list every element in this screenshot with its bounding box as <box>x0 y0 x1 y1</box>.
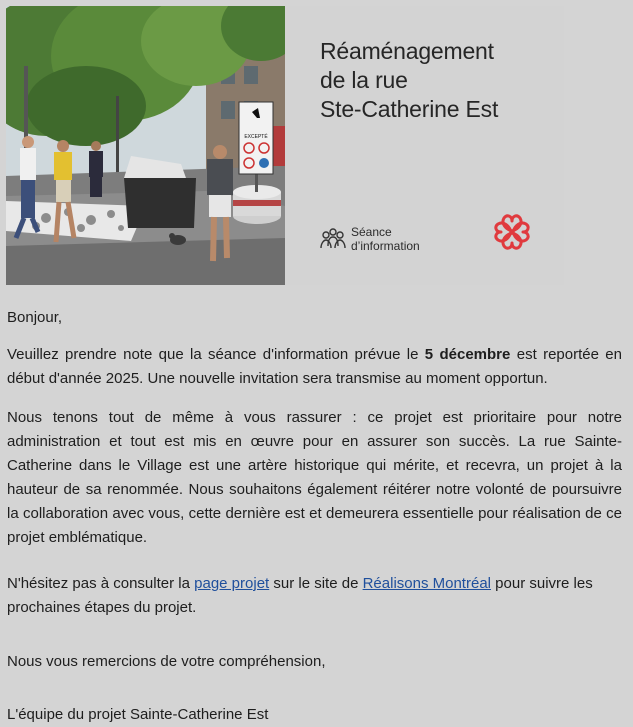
project-page-link[interactable]: page projet <box>194 575 270 592</box>
notice-date: 5 décembre <box>424 346 511 363</box>
notice-text-start: Veuillez prendre note que la séance d'information prévue le <box>7 346 425 363</box>
svg-text:EXCEPTÉ: EXCEPTÉ <box>244 134 268 140</box>
consult-text-mid: sur le site de <box>269 575 363 592</box>
notice-text-end: est reportée en début d'année 2025. Une nouvelle invitation sera transmise au moment opportun. <box>7 346 622 387</box>
header-banner <box>6 6 564 285</box>
assurance-paragraph: Nous tenons tout de même à vous rassurer : ce projet est prioritaire pour notre administration et tout est mis en œuvre pour en assurer son succès. La rue Sainte-Catherine dans le Village est une artère historique qui mérite, et recevra, un projet à la hauteur de sa renommée. Nous souhaitons également réitérer notre volonté de poursuivre la collaboration avec vous, cette dernière est et demeurera essentielle pour réalisation de ce projet emblématique. <box>7 409 622 546</box>
notice-paragraph <box>7 343 622 391</box>
consult-text-start: N'hésitez pas à consulter la <box>7 575 195 592</box>
people-icon <box>319 226 347 252</box>
greeting: Bonjour, <box>7 309 63 326</box>
realisons-montreal-link[interactable]: Réalisons Montréal <box>362 575 491 592</box>
thanks-line: Nous vous remercions de votre compréhension, <box>7 653 326 670</box>
consult-text-end: pour suivre les prochaines étapes du projet. <box>7 575 593 616</box>
banner-text-panel <box>285 6 564 285</box>
street-photo <box>6 6 285 285</box>
seance-badge <box>319 225 420 253</box>
banner-title: Réaménagement de la rue Ste-Catherine Est <box>320 38 499 122</box>
consult-paragraph <box>7 572 622 620</box>
signature: L'équipe du projet Sainte-Catherine Est <box>7 706 269 723</box>
montreal-logo <box>491 211 533 253</box>
seance-label: Séance d’information <box>351 225 420 253</box>
